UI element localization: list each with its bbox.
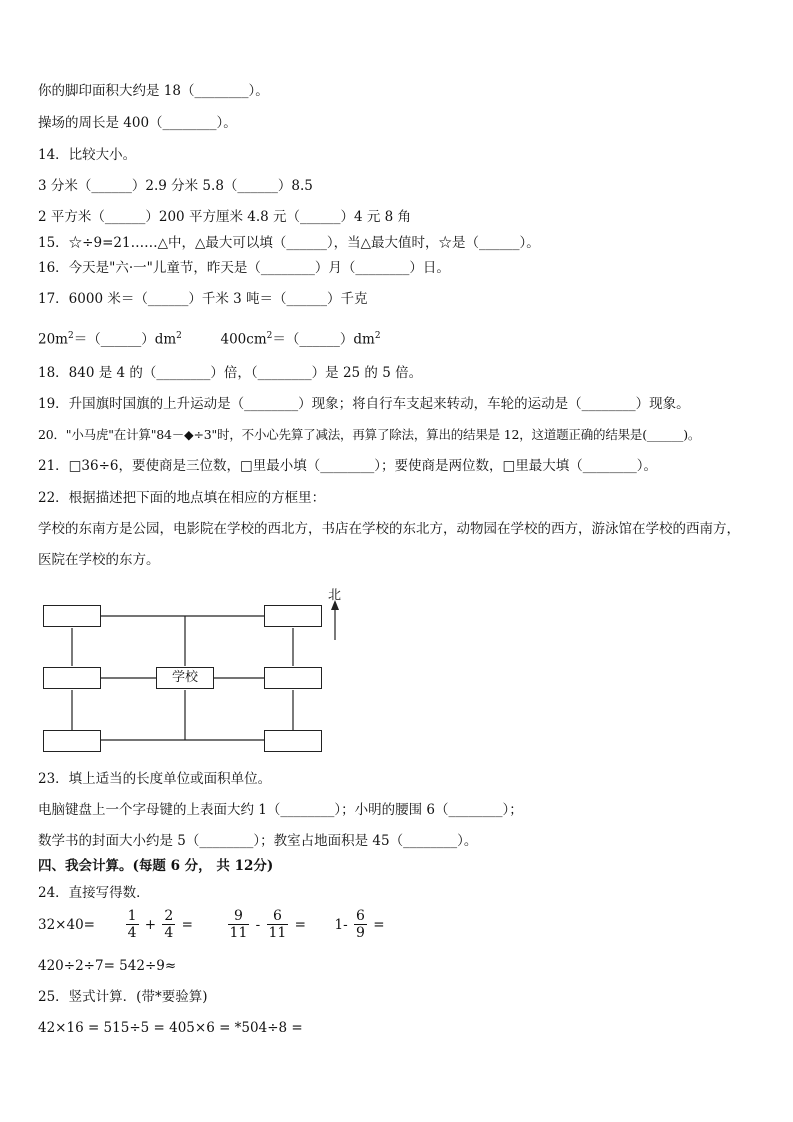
l5: 2 平方米（______）200 平方厘米 4.8 元（______）4 元 8 角 [38,209,412,225]
eq-3: = [373,916,385,933]
unit-conversion-row [38,327,381,349]
l19: 数学书的封面大小约是 5（________）；教室占地面积是 45（________）。 [38,833,478,849]
unit-b1: 400cm [220,331,267,348]
l2: 操场的周长是 400（________）。 [38,115,237,131]
l21: 24．直接写得数． [38,885,150,901]
l24: 25．竖式计算．(带*要验算) [38,989,208,1005]
box-east[interactable] [264,667,322,689]
l4: 3 分米（______）2.9 分米 5.8（______）8.5 [38,178,313,194]
l6: 15．☆÷9=21……△中，△最大可以填（______），当△最大值时，☆是（______）。 [38,235,540,251]
box-northwest[interactable] [43,605,101,627]
l12: 20．"小马虎"在计算"84－◆÷3"时，不小心先算了减法，再算了除法，算出的结果是 12，这道题正确的结果是(______)。 [38,427,701,442]
calc-one-minus: 1- [334,916,348,933]
op-plus: + [144,916,157,933]
l23: 420÷2÷7= 542÷9≈ [38,958,177,974]
section-four-title: 四、我会计算。(每题 6 分， 共 12分) [38,858,274,874]
box-school: 学校 [156,667,214,689]
unit-b1-sup: 2 [266,331,273,341]
l8: 17．6000 米＝（______）千米 3 吨＝（______）千克 [38,291,368,307]
calc-row [38,908,385,941]
box-west[interactable] [43,667,101,689]
eq-2: = [294,916,306,933]
op-minus: - [255,916,261,933]
l14: 22．根据描述把下面的地点填在相应的方框里： [38,490,326,506]
unit-b2: ＝（______）dm [272,331,375,348]
l18: 电脑键盘上一个字母键的上表面大约 1（________）；小明的腰围 6（________）； [38,802,523,818]
l13: 21．□36÷6，要使商是三位数，□里最小填（________）；要使商是两位数，□里最大填（________）。 [38,458,658,474]
unit-a1-sup: 2 [67,331,74,341]
unit-a2-sup: 2 [176,331,182,341]
unit-a2: ＝（______）dm [73,331,177,348]
unit-b2-sup: 2 [374,331,381,341]
l10: 18．840 是 4 的（________）倍，（________）是 25 的 5 倍。 [38,365,423,381]
l1: 你的脚印面积大约是 18（________）。 [38,83,269,99]
unit-a1: 20m [38,331,68,348]
fraction-6-11: $\frac{6}{11}$ [268,908,287,941]
l16: 医院在学校的东方。 [38,552,160,568]
box-southeast[interactable] [264,730,322,752]
box-northeast[interactable] [264,605,322,627]
l11: 19．升国旗时国旗的上升运动是（________）现象；将自行车支起来转动，车轮的运动是（________）现象。 [38,396,690,412]
l15: 学校的东南方是公园，电影院在学校的西北方，书店在学校的东北方，动物园在学校的西方，游泳馆在学校的西南方， [38,521,740,537]
calc-32x40: 32×40= [38,916,95,933]
fraction-1-4: $\frac{1}{4}$ [127,908,137,941]
fraction-9-11: $\frac{9}{11}$ [229,908,248,941]
l25: 42×16 = 515÷5 = 405×6 = *504÷8 = [38,1020,303,1036]
eq-1: = [181,916,193,933]
fraction-2-4: $\frac{2}{4}$ [164,908,174,941]
north-label: 北 [328,588,342,603]
l3: 14．比较大小。 [38,147,137,163]
box-southwest[interactable] [43,730,101,752]
l7: 16．今天是"六·一"儿童节，昨天是（________）月（________）日。 [38,260,450,276]
l17: 23．填上适当的长度单位或面积单位。 [38,771,272,787]
fraction-6-9: $\frac{6}{9}$ [356,908,365,941]
